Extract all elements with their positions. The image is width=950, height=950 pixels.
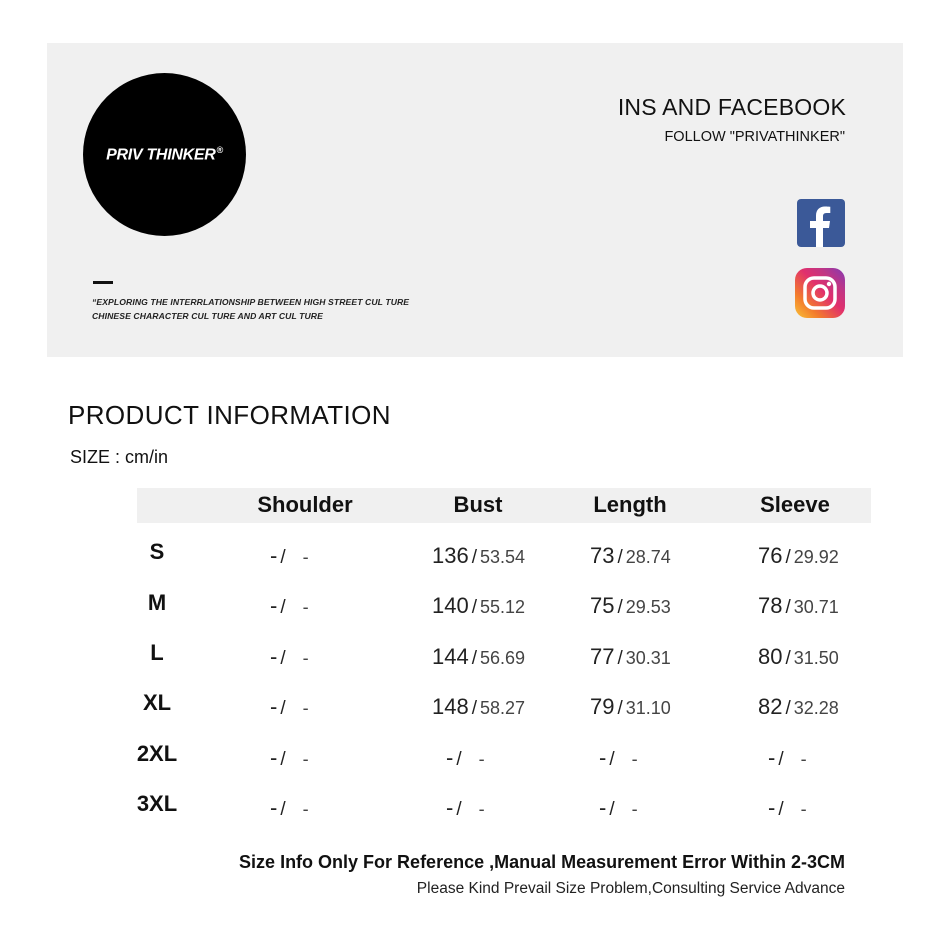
cell-s-shoulder: - / - (270, 543, 309, 568)
header-sleeve: Sleeve (760, 492, 830, 517)
social-subtitle: FOLLOW "PRIVATHINKER" (664, 129, 845, 145)
size-unit-label: SIZE : cm/in (70, 447, 169, 467)
cell-xl-bust: 148 / 58.27 (432, 694, 526, 719)
cell-2xl-bust: - / - (446, 745, 485, 770)
size-label-xl: XL (142, 690, 172, 715)
brand-tagline (92, 295, 409, 323)
size-label-l: L (150, 640, 164, 665)
brand-logo (83, 73, 246, 236)
cell-2xl-shoulder: - / - (270, 745, 309, 770)
cell-xl-sleeve: 82 / 32.28 (758, 694, 839, 719)
cell-2xl-length: - / - (599, 745, 638, 770)
tagline-line-1: “EXPLORING THE INTERRLATIONSHIP BETWEEN HIGH STREET CUL TURE (92, 297, 410, 307)
registered-mark: ® (216, 145, 223, 155)
footer-disclaimer: Size Info Only For Reference ,Manual Measurement Error Within 2-3CM (239, 852, 845, 872)
cell-l-bust: 144 / 56.69 (432, 644, 526, 669)
logo-text: PRIV THINKER (106, 146, 216, 164)
header-length: Length (593, 492, 667, 517)
cell-m-bust: 140 / 55.12 (432, 593, 526, 618)
header-bust: Bust (453, 492, 503, 517)
cell-xl-length: 79 / 31.10 (590, 694, 671, 719)
cell-3xl-bust: - / - (446, 795, 485, 820)
size-label-2xl: 2XL (136, 741, 178, 766)
cell-l-shoulder: - / - (270, 644, 309, 669)
cell-3xl-sleeve: - / - (768, 795, 807, 820)
tagline-line-2: CHINESE CHARACTER CUL TURE AND ART CUL TURE (92, 311, 323, 321)
size-label-s: S (149, 539, 165, 564)
cell-xl-shoulder: - / - (270, 694, 309, 719)
social-title: INS AND FACEBOOK (617, 94, 846, 120)
cell-s-bust: 136 / 53.54 (432, 543, 526, 568)
footer-note: Please Kind Prevail Size Problem,Consulting Service Advance (416, 880, 845, 897)
size-label-3xl: 3XL (136, 791, 178, 816)
cell-2xl-sleeve: - / - (768, 745, 807, 770)
cell-3xl-shoulder: - / - (270, 795, 309, 820)
divider-dash (93, 281, 113, 284)
cell-m-shoulder: - / - (270, 593, 309, 618)
cell-s-length: 73 / 28.74 (590, 543, 671, 568)
instagram-icon[interactable] (795, 268, 845, 318)
facebook-icon[interactable] (797, 199, 845, 247)
cell-l-sleeve: 80 / 31.50 (758, 644, 839, 669)
header-shoulder: Shoulder (257, 492, 353, 517)
size-label-m: M (147, 590, 167, 615)
cell-s-sleeve: 76 / 29.92 (758, 543, 839, 568)
brand-banner (47, 43, 903, 357)
product-info-title: PRODUCT INFORMATION (68, 400, 391, 430)
cell-m-sleeve: 78 / 30.71 (758, 593, 839, 618)
cell-l-length: 77 / 30.31 (590, 644, 671, 669)
cell-m-length: 75 / 29.53 (590, 593, 671, 618)
cell-3xl-length: - / - (599, 795, 638, 820)
